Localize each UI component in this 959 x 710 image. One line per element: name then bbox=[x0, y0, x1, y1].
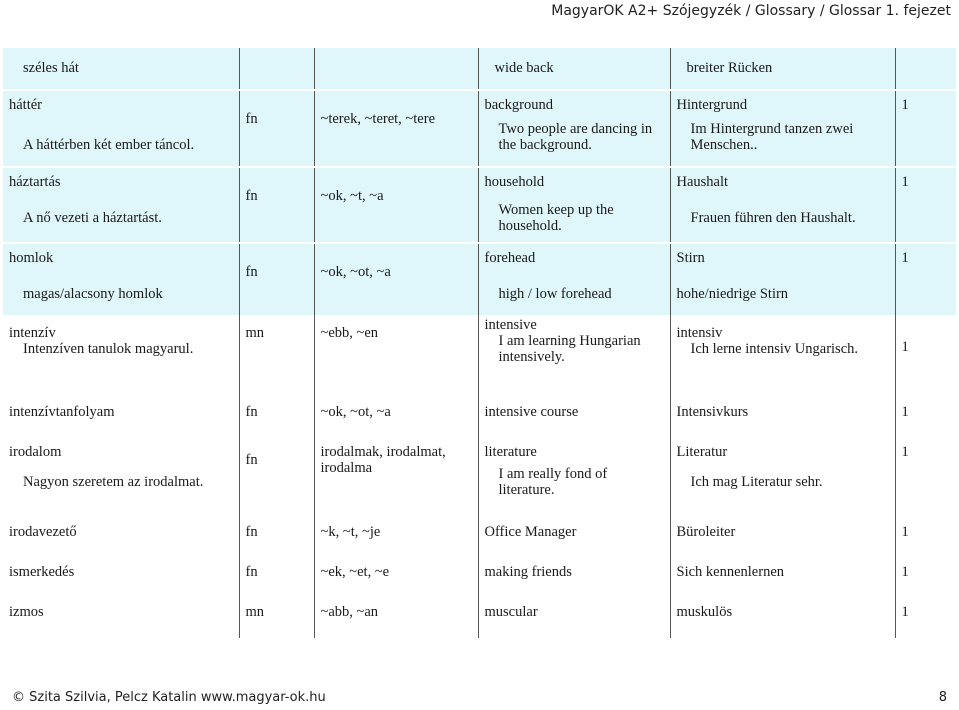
part-of-speech: mn bbox=[245, 604, 265, 620]
table-row bbox=[3, 592, 956, 638]
headword: háttér bbox=[9, 97, 43, 113]
level: 1 bbox=[901, 444, 909, 460]
example-de: Im Hintergrund tanzen zwei Menschen.. bbox=[690, 121, 854, 153]
page-footer bbox=[12, 690, 947, 705]
example-en: high / low forehead bbox=[498, 286, 612, 302]
translation-en: forehead bbox=[484, 250, 536, 266]
example-hu: Intenzíven tanulok magyarul. bbox=[23, 341, 194, 357]
example-hu: A nő vezeti a háztartást. bbox=[23, 210, 162, 226]
part-of-speech: mn bbox=[245, 325, 265, 341]
table-row bbox=[3, 315, 956, 390]
headword: intenzív bbox=[9, 325, 56, 341]
inflected-forms: irodalmak, irodalmat, irodalma bbox=[320, 444, 446, 476]
translation-de: Stirn bbox=[676, 250, 705, 266]
inflected-forms: ~ek, ~et, ~e bbox=[320, 564, 390, 580]
copyright-text: © Szita Szilvia, Pelcz Katalin www.magyar-ok.hu bbox=[12, 690, 326, 705]
level: 1 bbox=[901, 339, 909, 355]
translation-en: intensive bbox=[484, 317, 537, 333]
inflected-forms: ~terek, ~teret, ~tere bbox=[320, 111, 435, 127]
part-of-speech: fn bbox=[245, 524, 258, 540]
example-en: Two people are dancing in the background. bbox=[498, 121, 653, 153]
example-hu: A háttérben két ember táncol. bbox=[23, 137, 195, 153]
table-row bbox=[3, 552, 956, 592]
example-en: I am really fond of literature. bbox=[498, 466, 608, 498]
page-header: MagyarOK A2+ Szójegyzék / Glossary / Glossar 1. fejezet bbox=[551, 3, 951, 19]
translation-en: literature bbox=[484, 444, 537, 460]
headword: irodalom bbox=[9, 444, 62, 460]
level: 1 bbox=[901, 97, 909, 113]
part-of-speech: fn bbox=[245, 188, 258, 204]
translation-de: intensiv bbox=[676, 325, 723, 341]
table-row bbox=[3, 243, 956, 315]
part-of-speech: fn bbox=[245, 452, 258, 468]
inflected-forms: ~ok, ~t, ~a bbox=[320, 188, 384, 204]
part-of-speech: fn bbox=[245, 564, 258, 580]
level: 1 bbox=[901, 564, 909, 580]
headword: homlok bbox=[9, 250, 54, 266]
translation-en: background bbox=[484, 97, 553, 113]
example-en: Women keep up the household. bbox=[498, 202, 614, 234]
table-row bbox=[3, 430, 956, 512]
part-of-speech: fn bbox=[245, 264, 258, 280]
example-hu: széles hát bbox=[23, 60, 79, 76]
translation-de: Literatur bbox=[676, 444, 728, 460]
level: 1 bbox=[901, 524, 909, 540]
table-row bbox=[3, 90, 956, 167]
inflected-forms: ~ok, ~ot, ~a bbox=[320, 264, 391, 280]
translation-en: muscular bbox=[484, 604, 538, 620]
translation-en: household bbox=[484, 174, 545, 190]
translation-de: Büroleiter bbox=[676, 524, 736, 540]
headword: irodavezető bbox=[9, 524, 77, 540]
inflected-forms: ~abb, ~an bbox=[320, 604, 379, 620]
example-hu: Nagyon szeretem az irodalmat. bbox=[23, 474, 204, 490]
headword: háztartás bbox=[9, 174, 61, 190]
inflected-forms: ~ok, ~ot, ~a bbox=[320, 404, 391, 420]
translation-de: Sich kennenlernen bbox=[676, 564, 785, 580]
inflected-forms: ~k, ~t, ~je bbox=[320, 524, 381, 540]
example-en: I am learning Hungarian intensively. bbox=[498, 333, 641, 365]
translation-de: Intensivkurs bbox=[676, 404, 749, 420]
level: 1 bbox=[901, 604, 909, 620]
inflected-forms: ~ebb, ~en bbox=[320, 325, 379, 341]
headword: intenzívtanfolyam bbox=[9, 404, 115, 420]
translation-en: making friends bbox=[484, 564, 572, 580]
headword: izmos bbox=[9, 604, 44, 620]
level: 1 bbox=[901, 404, 909, 420]
translation-en: intensive course bbox=[484, 404, 579, 420]
headword: ismerkedés bbox=[9, 564, 75, 580]
example-en: wide back bbox=[494, 60, 554, 76]
level: 1 bbox=[901, 174, 909, 190]
example-de: Ich mag Literatur sehr. bbox=[690, 474, 823, 490]
translation-de: Hintergrund bbox=[676, 97, 748, 113]
table-row bbox=[3, 167, 956, 243]
translation-de: Haushalt bbox=[676, 174, 729, 190]
example-de: Ich lerne intensiv Ungarisch. bbox=[690, 341, 859, 357]
example-de: breiter Rücken bbox=[686, 60, 773, 76]
table-row bbox=[3, 512, 956, 552]
glossary-table bbox=[3, 48, 956, 638]
table-row bbox=[3, 48, 956, 90]
translation-en: Office Manager bbox=[484, 524, 577, 540]
level: 1 bbox=[901, 250, 909, 266]
table-row bbox=[3, 390, 956, 430]
part-of-speech: fn bbox=[245, 111, 258, 127]
part-of-speech: fn bbox=[245, 404, 258, 420]
translation-de: muskulös bbox=[676, 604, 733, 620]
example-de: Frauen führen den Haushalt. bbox=[690, 210, 856, 226]
example-hu: magas/alacsony homlok bbox=[23, 286, 163, 302]
example-de: hohe/niedrige Stirn bbox=[676, 286, 789, 302]
page-number: 8 bbox=[938, 690, 947, 705]
